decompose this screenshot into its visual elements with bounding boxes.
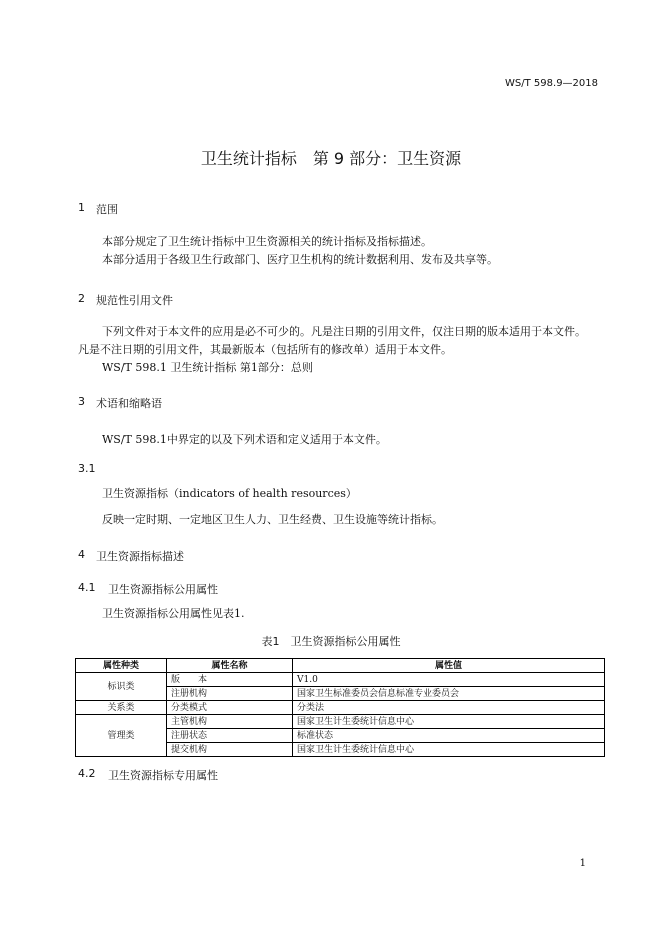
section-2-para-line-1: 下列文件对于本文件的应用是必不可少的。凡是注日期的引用文件，仅注日期的版本适用于本文件。 [102, 325, 586, 338]
section-2-number: 2 [78, 292, 85, 305]
table-1-caption: 表1 卫生资源指标公用属性 [261, 635, 401, 648]
section-4-title: 卫生资源指标描述 [96, 550, 184, 563]
table-row [76, 701, 605, 715]
page-number: 1 [579, 858, 586, 869]
category-relation: 关系类 [76, 701, 167, 715]
attribute-value: 标准状态 [293, 729, 605, 743]
term-definition: 反映一定时期、一定地区卫生人力、卫生经费、卫生设施等统计指标。 [102, 513, 443, 526]
section-1-title: 范围 [96, 203, 118, 216]
table-header-row [76, 659, 605, 673]
section-1-para-1: 本部分规定了卫生统计指标中卫生资源相关的统计指标及指标描述。 [102, 235, 432, 248]
attribute-name: 分类模式 [167, 701, 293, 715]
attribute-name: 版 本 [167, 673, 293, 687]
section-1-para-2: 本部分适用于各级卫生行政部门、医疗卫生机构的统计数据利用、发布及共享等。 [102, 253, 498, 266]
attribute-name: 注册状态 [167, 729, 293, 743]
attribute-value: 国家卫生标准委员会信息标准专业委员会 [293, 687, 605, 701]
attribute-name: 提交机构 [167, 743, 293, 757]
term-english: （indicators of health resources） [168, 487, 357, 500]
subsection-4-2-number: 4.2 [78, 767, 96, 780]
section-1-number: 1 [78, 201, 85, 214]
attributes-table [75, 658, 605, 757]
section-3-title: 术语和缩略语 [96, 397, 162, 410]
subsection-4-1-number: 4.1 [78, 581, 96, 594]
attribute-value: 国家卫生计生委统计信息中心 [293, 715, 605, 729]
subsection-4-2-title: 卫生资源指标专用属性 [108, 769, 218, 782]
section-2-para-line-2: 凡是不注日期的引用文件，其最新版本（包括所有的修改单）适用于本文件。 [78, 343, 452, 356]
header-attribute-value: 属性值 [293, 659, 605, 673]
section-3-number: 3 [78, 395, 85, 408]
section-2-title: 规范性引用文件 [96, 294, 173, 307]
attribute-value: 分类法 [293, 701, 605, 715]
subsection-3-1-number: 3.1 [78, 462, 96, 475]
attribute-name: 注册机构 [167, 687, 293, 701]
header-category: 属性种类 [76, 659, 167, 673]
attribute-name: 主管机构 [167, 715, 293, 729]
section-4-number: 4 [78, 548, 85, 561]
normative-reference: WS/T 598.1 卫生统计指标 第1部分：总则 [102, 361, 313, 374]
subsection-4-1-title: 卫生资源指标公用属性 [108, 583, 218, 596]
table-row [76, 715, 605, 729]
section-3-para-1: WS/T 598.1中界定的以及下列术语和定义适用于本文件。 [102, 433, 387, 446]
document-title: 卫生统计指标 第 9 部分：卫生资源 [200, 149, 462, 168]
header-attribute-name: 属性名称 [167, 659, 293, 673]
category-identification: 标识类 [76, 673, 167, 701]
attribute-value: 国家卫生计生委统计信息中心 [293, 743, 605, 757]
term-name: 卫生资源指标 [102, 487, 168, 500]
table-row [76, 673, 605, 687]
category-management: 管理类 [76, 715, 167, 757]
subsection-4-1-para: 卫生资源指标公用属性见表1. [102, 607, 245, 620]
attribute-value: V1.0 [293, 673, 605, 687]
term-entry [102, 485, 357, 503]
standard-number: WS/T 598.9—2018 [505, 78, 598, 89]
